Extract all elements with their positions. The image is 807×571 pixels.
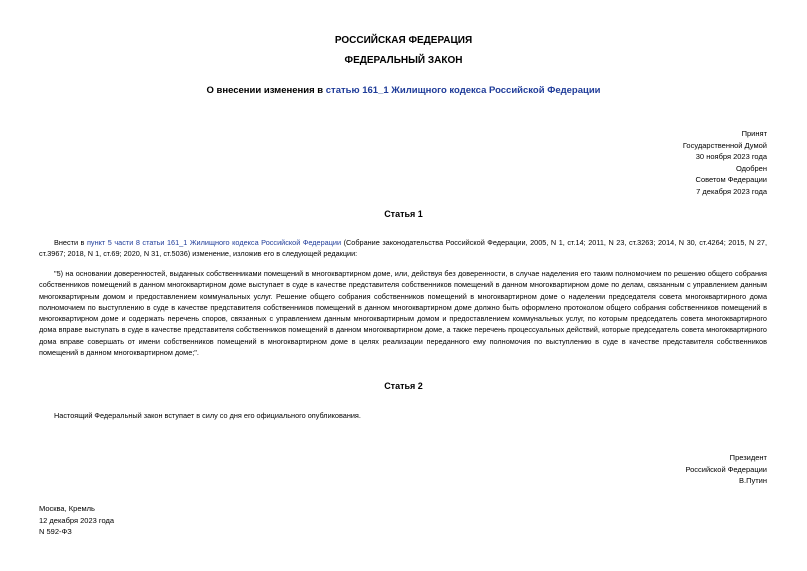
article-1-heading: Статья 1 — [384, 209, 423, 219]
adoption-block — [683, 128, 767, 197]
adoption-line: 30 ноября 2023 года — [695, 152, 767, 161]
law-type-heading: ФЕДЕРАЛЬНЫЙ ЗАКОН — [344, 55, 463, 66]
place-line: Москва, Кремль — [39, 504, 95, 513]
law-number: N 592-ФЗ — [39, 527, 72, 536]
signature-block — [685, 452, 767, 487]
adoption-line: Государственной Думой — [682, 140, 767, 150]
article-2-text: Настоящий Федеральный закон вступает в силу со дня его официального опубликования. — [54, 411, 361, 420]
adoption-line: 7 декабря 2023 года — [696, 186, 767, 196]
law-title-prefix: О внесении изменения в — [206, 85, 326, 96]
law-title — [0, 85, 807, 96]
article-1-intro-prefix: Внести в — [54, 238, 87, 247]
place-date-block — [39, 503, 114, 538]
article-1-intro — [39, 237, 767, 260]
adoption-line: Советом Федерации — [695, 175, 767, 184]
signature-line: Российской Федерации — [685, 464, 767, 474]
law-title-link[interactable]: статью 161_1 Жилищного кодекса Российской Федерации — [325, 85, 601, 96]
country-heading: РОССИЙСКАЯ ФЕДЕРАЦИЯ — [334, 35, 473, 46]
article-1-intro-suffix: (Собрание законодательства Российской Федерации, 2005, N 1, ст.14; 2011, N 23, ст.3263; 2014, N 30, ст.4264; 2015, N 27, ст.3967; 2018, N 1, ст.69; 2020, N 31, ст.5036) изменение, изложив его в следующей редакции: — [39, 238, 768, 259]
signature-line: В.Путин — [739, 476, 767, 485]
date-line: 12 декабря 2023 года — [39, 515, 115, 525]
adoption-line: Принят — [741, 129, 767, 138]
article-1-intro-link[interactable]: пункт 5 части 8 статьи 161_1 Жилищного кодекса Российской Федерации — [86, 238, 342, 247]
article-1-quote: "5) на основании доверенностей, выданных собственниками помещений в многоквартирном доме, или, действуя без доверенности, в случае наделения его таким полномочием по решению общего собрания собственников помещений в данном многоквартирном доме выступает в суде в качестве представителя собственников помещений в данном многоквартирном доме по делам, связанным с управлением данным многоквартирным домом и предоставлением коммунальных услуг. Решение общего собрания собственников помещений в многоквартирном доме о наделении председателя совета многоквартирного дома полномочием по выступлению в суде в качестве представителя собственников помещений в данном многоквартирном доме должно быть оформлено протоколом общего собрания собственников помещений в многоквартирном доме и содержать перечень споров, связанных с управлением данным многоквартирным домом и предоставлением коммунальных услуг, по которым председатель совета многоквартирного дома вправе выступать в суде в качестве представителя собственников помещений в данном многоквартирном доме, а также перечень процессуальных действий, которые председатель совета многоквартирного дома вправе совершать от имени собственников помещений в многоквартирном доме в целях реализации переданного ему полномочия по выступлению в суде в качестве представителя собственников помещений в данном многоквартирном доме;". — [39, 269, 767, 358]
article-2-heading: Статья 2 — [384, 381, 423, 391]
signature-line: Президент — [729, 453, 767, 462]
adoption-line: Одобрен — [736, 163, 767, 173]
